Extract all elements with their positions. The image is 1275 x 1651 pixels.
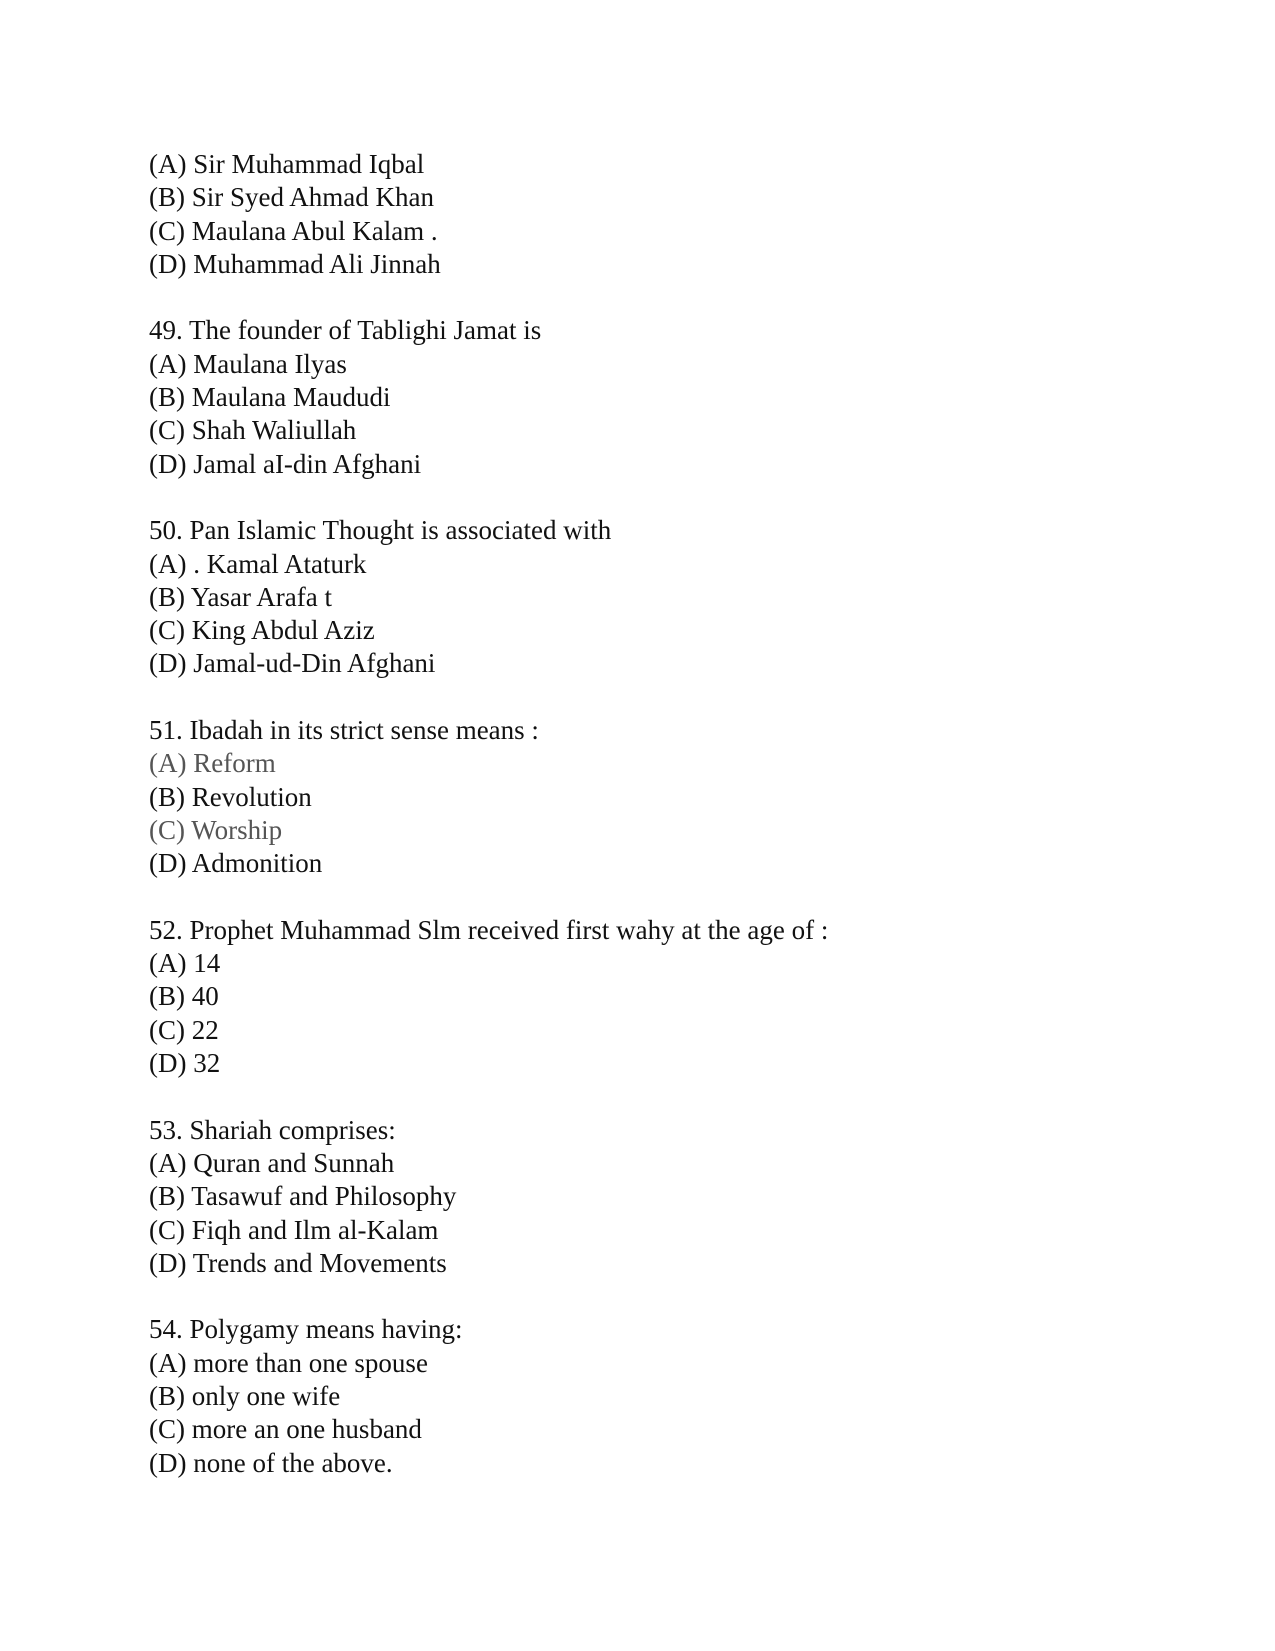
option-d: (D) Muhammad Ali Jinnah	[149, 248, 441, 279]
option-d: (D) none of the above.	[149, 1447, 393, 1478]
option-d: (D) Trends and Movements	[149, 1247, 447, 1278]
question-block-48	[149, 148, 1199, 281]
option-b: (B) Tasawuf and Philosophy	[149, 1181, 457, 1212]
question-text: 53. Shariah comprises:	[149, 1114, 396, 1145]
question-block-51	[149, 714, 1199, 880]
question-text: 50. Pan Islamic Thought is associated with	[149, 515, 612, 546]
option-b: (B) Yasar Arafa t	[149, 581, 332, 612]
question-block-50	[149, 514, 1199, 680]
block-spacer	[149, 1280, 1199, 1313]
question-block-49	[149, 314, 1199, 480]
option-d: (D) 32	[149, 1048, 221, 1079]
option-c: (C) more an one husband	[149, 1414, 422, 1445]
option-b: (B) Maulana Maududi	[149, 382, 391, 413]
question-text: 49. The founder of Tablighi Jamat is	[149, 315, 542, 346]
option-c: (C) King Abdul Aziz	[149, 615, 375, 646]
option-a: (A) more than one spouse	[149, 1347, 428, 1378]
option-a: (A) . Kamal Ataturk	[149, 548, 367, 579]
option-a: (A) Reform	[149, 748, 276, 779]
option-c: (C) Worship	[149, 814, 283, 845]
question-text: 52. Prophet Muhammad Slm received first wahy at the age of :	[149, 914, 829, 945]
option-c: (C) 22	[149, 1014, 219, 1045]
question-block-54	[149, 1313, 1199, 1479]
question-block-53	[149, 1114, 1199, 1280]
option-b: (B) Sir Syed Ahmad Khan	[149, 182, 434, 213]
document-page	[149, 148, 1199, 1480]
option-a: (A) Sir Muhammad Iqbal	[149, 149, 425, 179]
option-a: (A) Maulana Ilyas	[149, 348, 347, 379]
option-d: (D) Jamal-ud-Din Afghani	[149, 648, 436, 679]
block-spacer	[149, 481, 1199, 514]
block-spacer	[149, 881, 1199, 914]
question-block-52	[149, 914, 1199, 1080]
option-a: (A) Quran and Sunnah	[149, 1147, 395, 1178]
question-text: 51. Ibadah in its strict sense means :	[149, 715, 539, 746]
block-spacer	[149, 681, 1199, 714]
option-b: (B) only one wife	[149, 1380, 341, 1411]
block-spacer	[149, 1080, 1199, 1113]
block-spacer	[149, 281, 1199, 314]
option-d: (D) Jamal aI-din Afghani	[149, 448, 422, 479]
option-a: (A) 14	[149, 948, 221, 979]
option-c: (C) Shah Waliullah	[149, 415, 357, 446]
option-d: (D) Admonition	[149, 848, 323, 879]
option-b: (B) 40	[149, 981, 219, 1012]
option-c: (C) Fiqh and Ilm al-Kalam	[149, 1214, 439, 1245]
question-text: 54. Polygamy means having:	[149, 1314, 463, 1345]
option-b: (B) Revolution	[149, 781, 312, 812]
option-c: (C) Maulana Abul Kalam .	[149, 215, 438, 246]
